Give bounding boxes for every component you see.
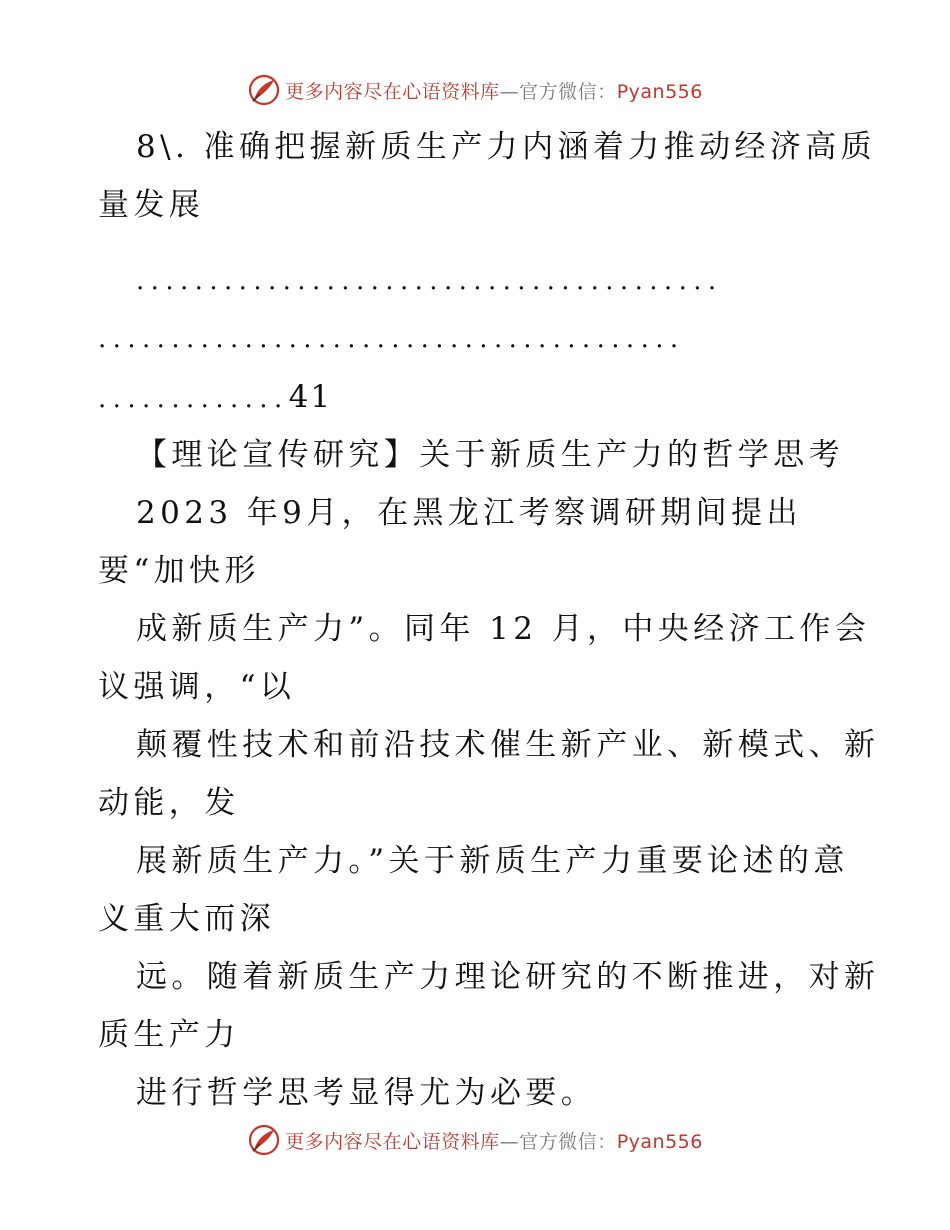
footer-watermark [0,1122,950,1158]
document-body [98,118,880,1122]
article-line: 展新质生产力。”关于新质生产力重要论述的意 [136,843,849,879]
toc-page-number: 41 [288,379,333,415]
article-line: 质生产力 [98,1017,240,1053]
article-line: 颠覆性技术和前沿技术催生新产业、新模式、新 [136,727,880,763]
article-line: 义重大而深 [98,901,275,937]
watermark-text: 更多内容尽在心语资料库—官方微信：Pyan556 [285,1130,703,1153]
article-line: 远。随着新质生产力理论研究的不断推进，对新 [136,959,880,995]
article-title: 【理论宣传研究】关于新质生产力的哲学思考 [136,437,844,473]
toc-leader-dots-2: ........................................ [98,324,685,354]
quill-logo-icon [247,1123,281,1157]
toc-leader-dots-3 [98,368,858,426]
watermark-text: 更多内容尽在心语资料库—官方微信：Pyan556 [285,80,703,103]
header-watermark [0,72,950,108]
toc-leader-dots-tail: ............. [98,384,289,414]
article-line: 进行哲学思考显得尤为必要。 [136,1075,597,1111]
article-line: 议强调，“以 [98,669,296,705]
toc-entry-title-line-1: 8\. 准确把握新质生产力内涵着力推动经济高质 [136,129,877,165]
article-line: 2023 年9月，在黑龙江考察调研期间提出 [136,495,802,531]
article-line: 要“加快形 [98,553,260,589]
article-line: 成新质生产力”。同年 12 月，中央经济工作会 [136,611,871,647]
article-line: 动能，发 [98,785,240,821]
quill-logo-icon [247,73,281,107]
toc-leader-dots-1: ........................................ [136,266,723,296]
toc-entry-title-line-2: 量发展 [98,187,205,223]
